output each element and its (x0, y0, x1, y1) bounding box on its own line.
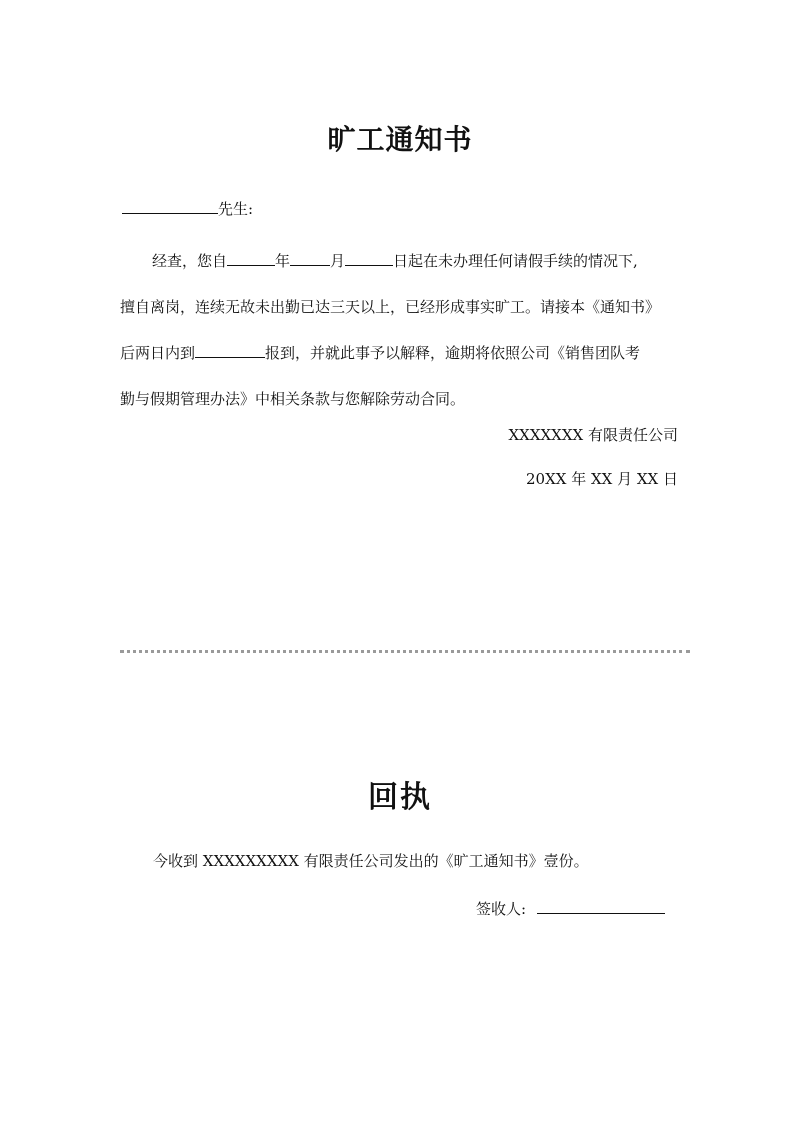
line1-text-c: 月 (330, 252, 346, 270)
notice-line-4: 勤与假期管理办法》中相关条款与您解除劳动合同。 (120, 390, 466, 408)
salutation (122, 198, 253, 219)
cut-line-divider (120, 650, 690, 653)
issue-date: 20XX 年 XX 月 XX 日 (526, 470, 678, 488)
line3-text-b: 报到，并就此事予以解释，逾期将依照公司《销售团队考 (265, 344, 641, 362)
month-blank (290, 251, 330, 266)
signer-label: 签收人: (476, 900, 527, 918)
name-blank (122, 199, 218, 214)
issuing-company: XXXXXXX 有限责任公司 (508, 426, 678, 444)
salutation-suffix: 先生: (218, 200, 254, 218)
line1-text-b: 年 (275, 252, 291, 270)
line1-text-a: 经查，您自 (152, 252, 228, 270)
year-blank (227, 251, 275, 266)
location-blank (195, 343, 265, 358)
line1-text-d: 日起在未办理任何请假手续的情况下, (393, 252, 638, 270)
notice-line-1 (120, 238, 680, 284)
notice-title: 旷工通知书 (327, 123, 473, 156)
line3-text-a: 后两日内到 (120, 344, 196, 362)
notice-body (120, 238, 680, 422)
notice-line-2: 擅自离岗，连续无故未出勤已达三天以上，已经形成事实旷工。请接本《通知书》 (120, 298, 661, 316)
signature-blank (537, 899, 665, 914)
signer-line (476, 898, 665, 919)
notice-line-3 (120, 330, 680, 376)
day-blank (345, 251, 393, 266)
receipt-title: 回执 (368, 780, 432, 815)
receipt-body: 今收到 XXXXXXXXX 有限责任公司发出的《旷工通知书》壹份。 (153, 852, 589, 870)
